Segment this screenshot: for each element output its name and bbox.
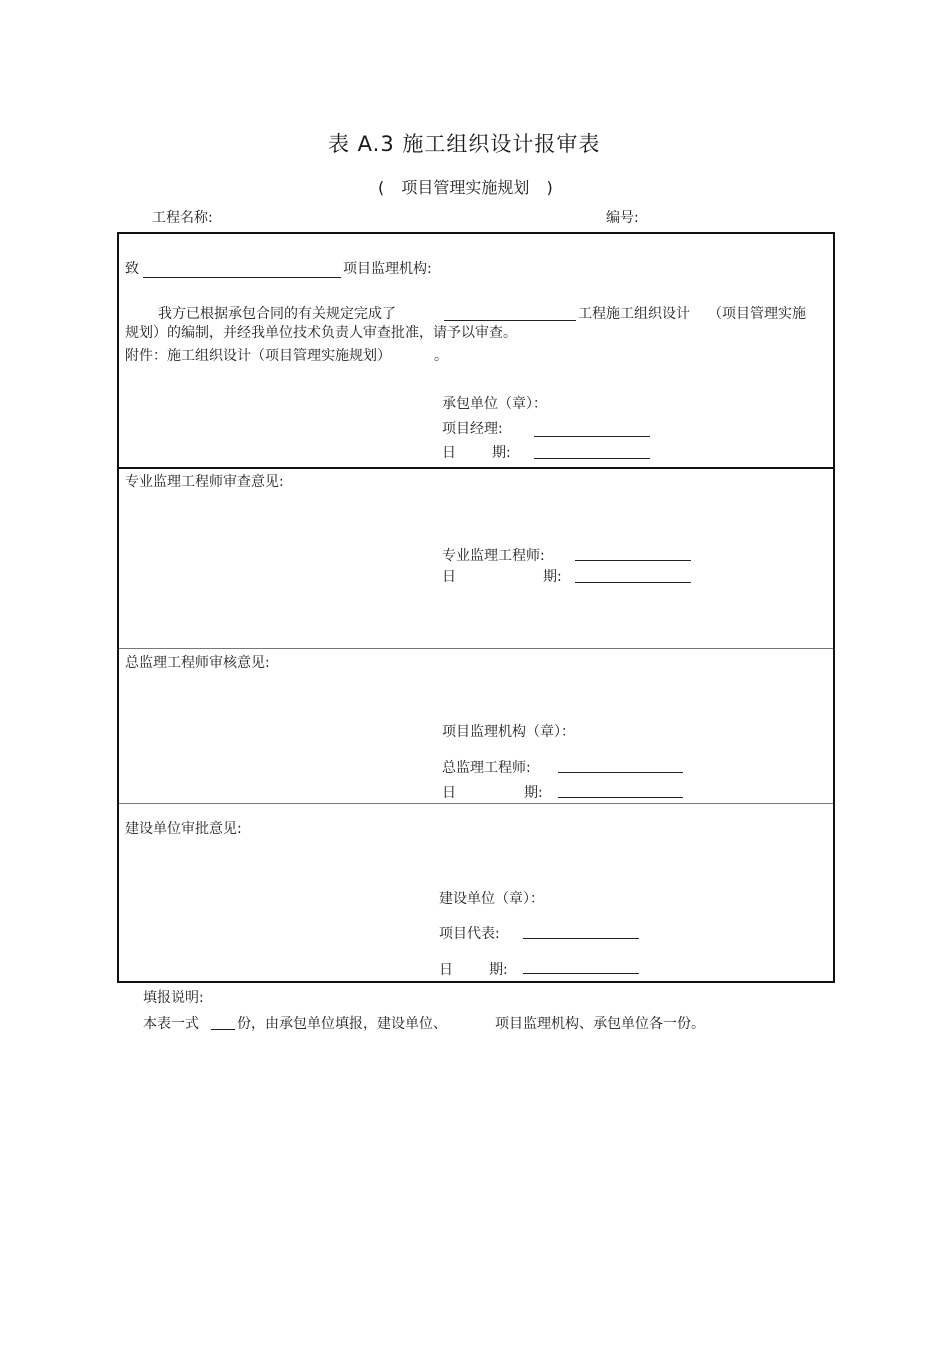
date-label-b: 期: (489, 962, 508, 978)
supervision-org-seal-label: 项目监理机构（章）： (442, 724, 575, 740)
engineer-review-heading: 专业监理工程师审查意见: (125, 474, 284, 490)
owner-date-field[interactable] (523, 973, 639, 974)
project-manager-field[interactable] (534, 436, 650, 437)
chief-engineer-label: 总监理工程师: (442, 760, 531, 776)
date-label-a: 日 (442, 785, 456, 801)
subtitle-text: 项目管理实施规划 (401, 178, 530, 197)
project-rep-label: 项目代表: (439, 926, 500, 942)
owner-seal-label: 建设单位（章）： (439, 891, 544, 907)
note-part3: 项目监理机构、承包单位各一份。 (495, 1016, 705, 1032)
date-label-a: 日 (439, 962, 453, 978)
to-prefix: 致 (125, 261, 139, 277)
form-subtitle (378, 175, 553, 198)
date-label-a: 日 (442, 445, 456, 461)
specialist-engineer-label: 专业监理工程师: (442, 548, 545, 564)
section-divider-3 (119, 803, 833, 804)
note-part2: 份，由承包单位填报，建设单位、 (237, 1016, 447, 1032)
contractor-label: 承包单位（章）： (442, 396, 547, 412)
date-label-a: 日 (442, 569, 456, 585)
copies-count-field[interactable] (211, 1029, 235, 1030)
fill-instructions-heading: 填报说明: (143, 990, 204, 1006)
body-text-part1: 我方已根据承包合同的有关规定完成了 (158, 306, 396, 322)
chief-date-field[interactable] (558, 797, 683, 798)
chief-review-heading: 总监理工程师审核意见: (125, 655, 270, 671)
body-text-line2: 规划）的编制，并经我单位技术负责人审查批准，请予以审查。 (125, 325, 517, 341)
contractor-date-field[interactable] (534, 458, 650, 459)
chief-engineer-field[interactable] (558, 772, 683, 773)
section-divider-2 (119, 648, 833, 649)
date-label-b: 期: (524, 785, 543, 801)
specialist-engineer-field[interactable] (575, 560, 691, 561)
engineer-date-field[interactable] (575, 582, 691, 583)
body-text-part2: 工程施工组织设计 (578, 306, 690, 322)
attachment-end: 。 (434, 348, 448, 364)
form-title: 表 A.3 施工组织设计报审表 (328, 132, 601, 156)
date-label-b: 期: (543, 569, 562, 585)
project-manager-label: 项目经理: (442, 421, 503, 437)
number-label: 编号: (606, 210, 639, 226)
section-divider-1 (119, 467, 833, 469)
date-label-b: 期: (492, 445, 511, 461)
project-name-blank[interactable] (444, 320, 576, 321)
owner-approval-heading: 建设单位审批意见: (125, 821, 242, 837)
subtitle-close-paren: ) (546, 178, 553, 197)
project-name-label: 工程名称: (152, 210, 213, 226)
supervision-org-name-field[interactable] (143, 277, 341, 278)
attachment-text: 附件：施工组织设计（项目管理实施规划） (125, 348, 391, 364)
note-part1: 本表一式 (143, 1016, 199, 1032)
to-suffix: 项目监理机构: (343, 261, 432, 277)
body-text-part3: （项目管理实施 (708, 306, 806, 322)
project-rep-field[interactable] (523, 938, 639, 939)
subtitle-open-paren: ( (378, 178, 385, 197)
